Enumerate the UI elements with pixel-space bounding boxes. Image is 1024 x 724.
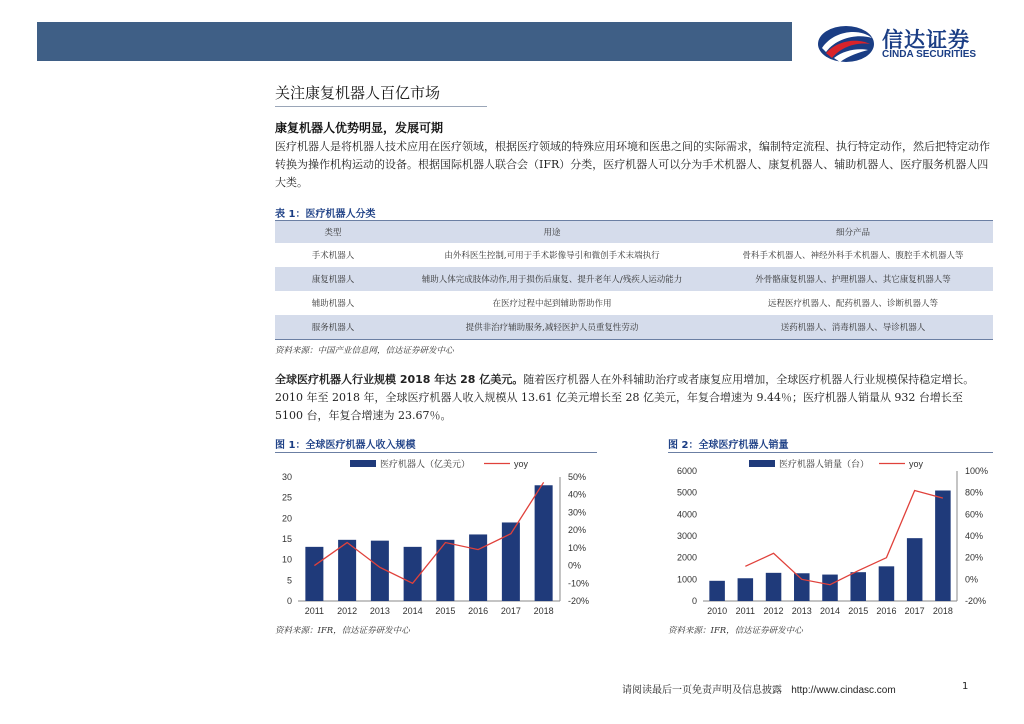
y-tick-label: 3000 bbox=[676, 531, 697, 541]
bar bbox=[850, 572, 866, 601]
x-tick-label: 2017 bbox=[500, 606, 521, 616]
y-tick-label: 15 bbox=[281, 534, 292, 544]
y2-tick-label: 20% bbox=[568, 525, 587, 536]
figure2-source: 资料来源：IFR，信达证券研发中心 bbox=[668, 626, 803, 636]
cinda-logo-icon bbox=[816, 22, 878, 64]
table-cell: 提供非治疗辅助服务,减轻医护人员重复性劳动 bbox=[391, 315, 713, 339]
figure2-chart bbox=[665, 455, 995, 623]
section-title: 关注康复机器人百亿市场 bbox=[275, 84, 441, 102]
y-tick-label: 6000 bbox=[676, 466, 697, 476]
bar bbox=[907, 538, 923, 601]
table-cell: 服务机器人 bbox=[275, 315, 391, 339]
table-caption: 表 1：医疗机器人分类 bbox=[275, 205, 375, 220]
brand-name-cn: 信达证券 bbox=[882, 28, 970, 52]
legend-bar-swatch bbox=[749, 460, 775, 467]
y2-tick-label: 80% bbox=[965, 487, 984, 498]
y2-tick-label: -20% bbox=[965, 596, 987, 606]
brand-logo bbox=[816, 22, 996, 64]
bar bbox=[794, 573, 810, 601]
y-tick-label: 5000 bbox=[676, 487, 697, 498]
y-tick-label: 0 bbox=[286, 596, 292, 606]
y-tick-label: 20 bbox=[281, 513, 292, 524]
y2-tick-label: 20% bbox=[965, 552, 984, 563]
x-tick-label: 2016 bbox=[876, 606, 897, 616]
bar bbox=[535, 485, 553, 601]
y-tick-label: 25 bbox=[281, 492, 292, 503]
figure2-rule bbox=[668, 452, 993, 453]
y2-tick-label: -10% bbox=[568, 578, 590, 589]
classification-table bbox=[275, 221, 993, 340]
x-tick-label: 2010 bbox=[707, 606, 728, 616]
footer bbox=[622, 681, 896, 696]
bar bbox=[822, 575, 838, 601]
y2-tick-label: 50% bbox=[568, 472, 587, 482]
y-tick-label: 1000 bbox=[676, 574, 697, 585]
bar bbox=[338, 540, 356, 601]
x-tick-label: 2012 bbox=[337, 606, 358, 616]
legend-bar-label: 医疗机器人销量（台） bbox=[779, 460, 870, 470]
x-tick-label: 2013 bbox=[791, 606, 812, 616]
footer-disclaimer: 请阅读最后一页免责声明及信息披露 bbox=[622, 685, 782, 696]
x-tick-label: 2014 bbox=[819, 606, 841, 616]
y-tick-label: 10 bbox=[281, 554, 292, 565]
table-row bbox=[275, 267, 993, 291]
x-tick-label: 2013 bbox=[369, 606, 390, 616]
y2-tick-label: 40% bbox=[568, 489, 587, 500]
x-tick-label: 2012 bbox=[763, 606, 784, 616]
table-cell: 外骨骼康复机器人、护理机器人、其它康复机器人等 bbox=[713, 267, 993, 291]
figure2-caption: 图 2：全球医疗机器人销量 bbox=[668, 440, 789, 451]
figure1-caption: 图 1：全球医疗机器人收入规模 bbox=[275, 440, 416, 451]
bar bbox=[766, 573, 782, 601]
figure1-source: 资料来源：IFR，信达证券研发中心 bbox=[275, 626, 410, 636]
table-cell: 由外科医生控制,可用于手术影像导引和微创手术末端执行 bbox=[444, 251, 660, 261]
bar bbox=[738, 578, 754, 601]
table-cell: 骨科手术机器人、神经外科手术机器人、腹腔手术机器人等 bbox=[742, 251, 964, 261]
y2-tick-label: 30% bbox=[568, 507, 587, 518]
y2-tick-label: 0% bbox=[965, 574, 979, 585]
table-header-row bbox=[275, 221, 993, 243]
y2-tick-label: 0% bbox=[568, 560, 582, 571]
table-row bbox=[275, 243, 993, 267]
table-cell: 远程医疗机器人、配药机器人、诊断机器人等 bbox=[767, 299, 938, 309]
table-cell: 辅助人体完成肢体动作,用于损伤后康复、提升老年人/残疾人运动能力 bbox=[391, 267, 713, 291]
figure1-chart bbox=[272, 455, 600, 623]
figure1-rule bbox=[275, 452, 597, 453]
footer-url-link[interactable]: http://www.cindasc.com bbox=[791, 685, 896, 696]
bar bbox=[404, 547, 422, 601]
table-header-use: 用途 bbox=[391, 221, 713, 243]
bar bbox=[879, 566, 895, 601]
table-cell: 送药机器人、消毒机器人、导诊机器人 bbox=[713, 315, 993, 339]
paragraph-market-lead: 全球医疗机器人行业规模 2018 年达 28 亿美元。 bbox=[275, 373, 524, 386]
x-tick-label: 2016 bbox=[468, 606, 489, 616]
y-tick-label: 30 bbox=[281, 472, 292, 482]
y-tick-label: 4000 bbox=[676, 509, 697, 520]
table-cell: 手术机器人 bbox=[311, 251, 355, 261]
y-tick-label: 0 bbox=[691, 596, 697, 606]
table-cell: 辅助机器人 bbox=[311, 299, 355, 309]
x-tick-label: 2018 bbox=[932, 606, 953, 616]
bar bbox=[469, 534, 487, 601]
legend-bar-label: 医疗机器人（亿美元） bbox=[380, 460, 471, 470]
x-tick-label: 2011 bbox=[735, 606, 756, 616]
x-tick-label: 2015 bbox=[848, 606, 869, 616]
table-header-type: 类型 bbox=[275, 221, 391, 243]
x-tick-label: 2015 bbox=[435, 606, 456, 616]
y2-tick-label: -20% bbox=[568, 596, 590, 606]
legend-line-label: yoy bbox=[909, 459, 924, 469]
paragraph-intro: 医疗机器人是将机器人技术应用在医疗领域，根据医疗领域的特殊应用环境和医患之间的实际需求，编制特定流程、执行特定动作，然后把特定动作转换为操作机构运动的设备。根据国际机器人联合会（IFR）分类，医疗机器人可以分为手术机器人、康复机器人、辅助机器人、医疗服务机器人四大类。 bbox=[275, 140, 990, 189]
table-row bbox=[275, 315, 993, 339]
legend-bar-swatch bbox=[350, 460, 376, 467]
y2-tick-label: 100% bbox=[965, 466, 989, 476]
y2-tick-label: 60% bbox=[965, 509, 984, 520]
bar bbox=[709, 581, 725, 601]
table-source: 资料来源：中国产业信息网，信达证券研发中心 bbox=[275, 346, 454, 356]
y2-tick-label: 10% bbox=[568, 542, 587, 553]
y-tick-label: 5 bbox=[286, 575, 292, 586]
header-bar bbox=[37, 22, 792, 61]
bar bbox=[436, 540, 454, 601]
legend-line-label: yoy bbox=[514, 459, 529, 469]
table-header-products: 细分产品 bbox=[713, 221, 993, 243]
paragraph-market bbox=[275, 371, 993, 425]
title-underline bbox=[275, 106, 487, 107]
page-number: 1 bbox=[962, 681, 969, 692]
x-tick-label: 2017 bbox=[904, 606, 925, 616]
subheading: 康复机器人优势明显，发展可期 bbox=[275, 121, 444, 135]
y-tick-label: 2000 bbox=[676, 552, 697, 563]
table-cell: 在医疗过程中起到辅助帮助作用 bbox=[492, 299, 612, 309]
bar bbox=[935, 491, 951, 602]
x-tick-label: 2011 bbox=[304, 606, 325, 616]
y2-tick-label: 40% bbox=[965, 531, 984, 541]
x-tick-label: 2018 bbox=[533, 606, 554, 616]
table-cell: 康复机器人 bbox=[275, 267, 391, 291]
table-row bbox=[275, 291, 993, 315]
brand-name-en: CINDA SECURITIES bbox=[882, 49, 977, 60]
x-tick-label: 2014 bbox=[402, 606, 423, 616]
bar bbox=[305, 547, 323, 601]
paragraph-market-body: 随着医疗机器人在外科辅助治疗或者康复应用增加，全球医疗机器人行业规模保持稳定增长。2010 年至 2018 年，全球医疗机器人收入规模从 13.61 亿美元增长至 28 亿美元，年复合增速为 9.44％；医疗机器人销量从 932 台增长至 5100 台，年复合增速为 23.67％。 bbox=[275, 373, 975, 422]
